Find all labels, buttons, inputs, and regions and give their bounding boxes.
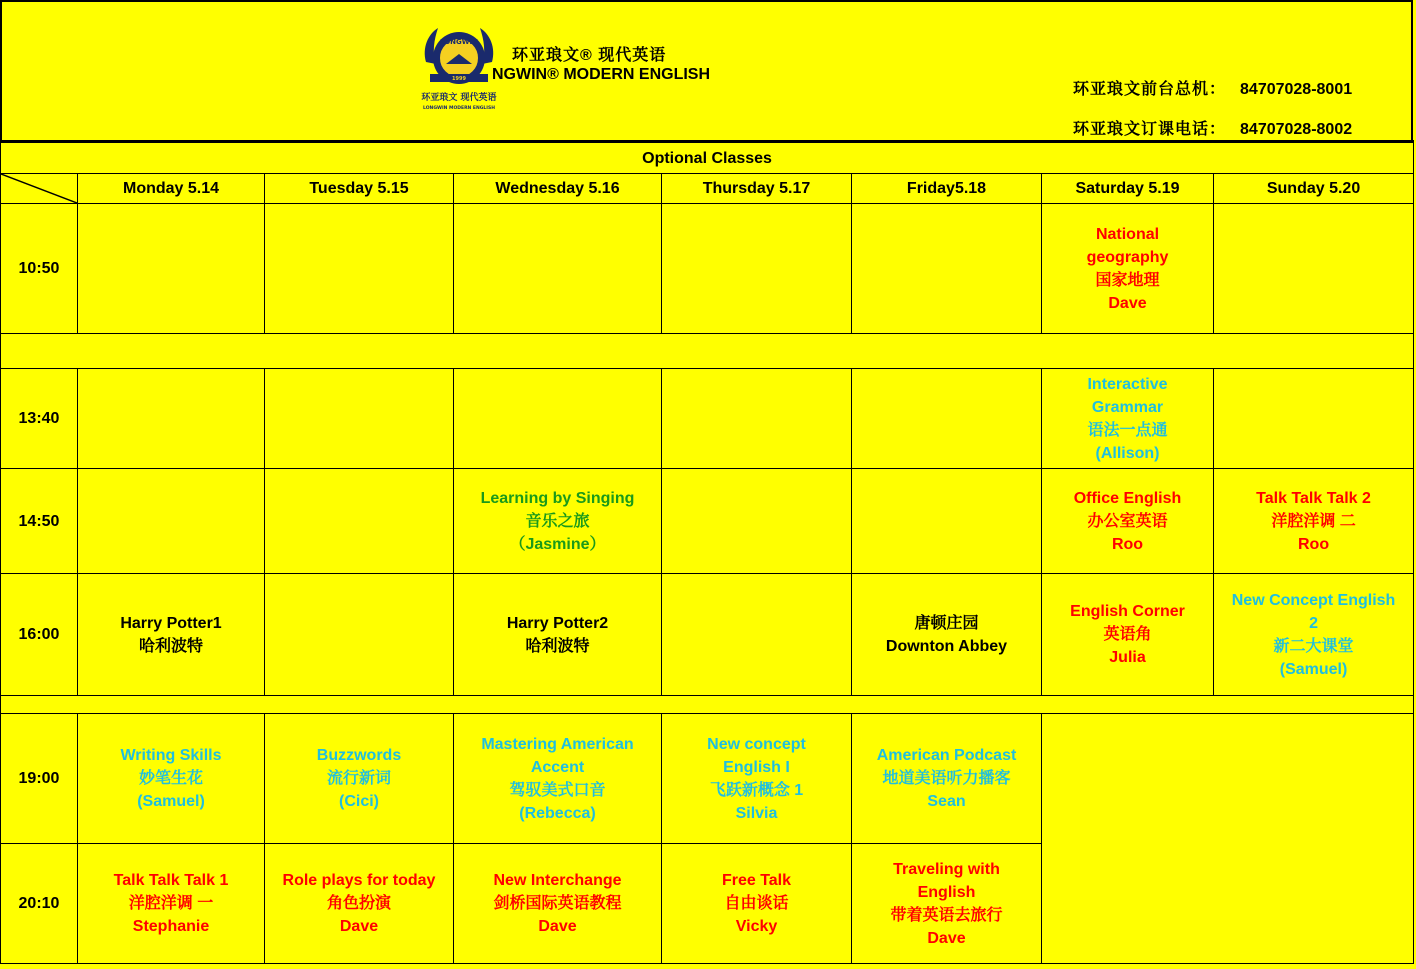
class-cell [662, 574, 852, 696]
class-line: Vicky [735, 918, 778, 935]
class-english-corner [1042, 574, 1214, 696]
class-line: （Jasmine） [509, 535, 606, 553]
class-cell [662, 369, 852, 469]
class-line: 英语角 [1103, 626, 1152, 643]
svg-text:LONGWIN: LONGWIN [440, 38, 478, 46]
header [0, 0, 1413, 140]
day-header-saturday: Saturday 5.19 [1042, 174, 1214, 204]
class-line: Dave [1108, 294, 1147, 312]
class-line: 自由谈话 [724, 895, 789, 912]
class-cell [1214, 369, 1414, 469]
class-cell [852, 369, 1042, 469]
day-header-sunday: Sunday 5.20 [1214, 174, 1414, 204]
class-line: 新二大课堂 [1273, 637, 1354, 655]
class-line: 洋腔洋调 一 [128, 895, 214, 912]
booking-number: 84707028-8002 [1240, 121, 1353, 138]
class-line: Roo [1297, 535, 1330, 553]
class-line: Traveling with [893, 860, 1000, 878]
class-harry-potter-2 [454, 574, 662, 696]
front-desk-phone [1073, 76, 1352, 99]
class-cell [454, 369, 662, 469]
class-office-english [1042, 469, 1214, 574]
time-cell: 16:00 [1, 574, 78, 696]
class-line: Buzzwords [316, 747, 402, 764]
class-cell [265, 369, 454, 469]
class-line: Dave [538, 918, 577, 935]
table-row [1, 369, 1414, 469]
spacer-row [1, 696, 1414, 714]
class-line: (Samuel) [137, 793, 205, 810]
front-desk-number: 84707028-8001 [1240, 81, 1353, 98]
class-line: New concept [707, 735, 806, 753]
svg-text:环亚琅文 现代英语: 环亚琅文 现代英语 [421, 93, 497, 103]
class-free-talk [662, 844, 852, 964]
class-line: Harry Potter1 [120, 614, 222, 632]
class-line: 妙笔生花 [138, 770, 203, 787]
class-line: 角色扮演 [326, 895, 391, 912]
table-row [1, 469, 1414, 574]
svg-text:1999: 1999 [452, 76, 466, 82]
class-line: Role plays for today [282, 872, 436, 889]
class-downton-abbey [852, 574, 1042, 696]
time-cell: 20:10 [1, 844, 78, 964]
booking-label: 环亚琅文订课电话： [1073, 121, 1227, 138]
class-line: Sean [927, 793, 966, 810]
diagonal-line-icon [1, 174, 77, 203]
class-line: National [1095, 225, 1160, 243]
class-cell [852, 469, 1042, 574]
class-line: 2 [1309, 614, 1318, 632]
class-cell [1214, 204, 1414, 334]
class-cell [454, 204, 662, 334]
class-line: Office English [1073, 489, 1182, 507]
day-header-tuesday: Tuesday 5.15 [265, 174, 454, 204]
class-line: Harry Potter2 [506, 614, 609, 632]
class-line: 飞跃新概念 1 [709, 781, 804, 799]
spacer-cell [1, 334, 1414, 369]
class-line: Silvia [735, 804, 778, 822]
class-line: 音乐之旅 [525, 512, 590, 530]
time-cell: 19:00 [1, 714, 78, 844]
class-cell [78, 469, 265, 574]
class-line: 哈利波特 [138, 637, 203, 655]
brand-name-cn: 环亚琅文® 现代英语 [512, 47, 667, 64]
time-cell: 14:50 [1, 469, 78, 574]
class-line: geography [1086, 248, 1169, 266]
class-line: Free Talk [721, 872, 792, 889]
class-cell [78, 369, 265, 469]
class-line: 驾驭美式口音 [509, 781, 606, 799]
class-line: 国家地理 [1095, 271, 1160, 289]
weekend-evening-empty-cell [1042, 714, 1414, 964]
table-row [1, 204, 1414, 334]
svg-text:LONGWIN MODERN ENGLISH: LONGWIN MODERN ENGLISH [423, 106, 495, 111]
table-title: Optional Classes [1, 142, 1414, 174]
class-line: 语法一点通 [1087, 421, 1168, 439]
class-line: Writing Skills [120, 747, 222, 764]
day-header-friday: Friday5.18 [852, 174, 1042, 204]
class-line: Dave [927, 929, 966, 947]
class-line: 哈利波特 [525, 637, 590, 655]
class-line: Dave [339, 918, 379, 935]
class-cell [662, 469, 852, 574]
brand-name-en: NGWIN® MODERN ENGLISH [492, 66, 711, 83]
class-line: (Rebecca) [519, 804, 596, 822]
class-new-concept-english-1 [662, 714, 852, 844]
class-line: Talk Talk Talk 1 [113, 872, 229, 889]
class-line: 办公室英语 [1087, 512, 1168, 530]
class-line: (Samuel) [1279, 660, 1348, 678]
class-cell [852, 204, 1042, 334]
table-row [1, 714, 1414, 844]
class-line: American Podcast [876, 747, 1017, 764]
class-line: Grammar [1091, 398, 1164, 416]
class-line: Accent [530, 758, 585, 776]
class-line: English [917, 883, 976, 901]
class-line: (Cici) [339, 793, 379, 810]
class-new-interchange [454, 844, 662, 964]
class-line: 带着英语去旅行 [890, 906, 1003, 924]
class-line: Mastering American [481, 735, 634, 753]
class-american-podcast [852, 714, 1042, 844]
class-line: New Concept English [1231, 591, 1396, 609]
class-role-plays [265, 844, 454, 964]
class-line: Downton Abbey [885, 637, 1008, 655]
class-talk-talk-talk-2 [1214, 469, 1414, 574]
class-line: English I [723, 758, 790, 776]
class-cell [265, 204, 454, 334]
class-line: 洋腔洋调 二 [1271, 512, 1356, 530]
class-line: Talk Talk Talk 2 [1256, 489, 1371, 507]
class-line: Roo [1111, 535, 1144, 553]
class-line: (Allison) [1095, 444, 1160, 462]
class-cell [265, 469, 454, 574]
class-national-geography [1042, 204, 1214, 334]
class-line: Interactive [1087, 375, 1168, 393]
class-talk-talk-talk-1 [78, 844, 265, 964]
time-cell: 10:50 [1, 204, 78, 334]
class-cell [662, 204, 852, 334]
class-line: 流行新词 [326, 770, 391, 787]
class-mastering-american-accent [454, 714, 662, 844]
class-line: Learning by Singing [480, 489, 635, 507]
class-line: 剑桥国际英语教程 [493, 895, 622, 912]
schedule-table [0, 140, 1414, 964]
class-traveling-with-english [852, 844, 1042, 964]
booking-phone [1073, 116, 1352, 139]
class-line: Julia [1109, 649, 1146, 666]
class-line: Stephanie [132, 918, 210, 935]
day-header-thursday: Thursday 5.17 [662, 174, 852, 204]
table-row [1, 574, 1414, 696]
class-new-concept-english-2 [1214, 574, 1414, 696]
class-line: New Interchange [493, 872, 622, 889]
class-cell [265, 574, 454, 696]
class-line: 地道美语听力播客 [882, 770, 1011, 787]
day-header-wednesday: Wednesday 5.16 [454, 174, 662, 204]
class-line: 唐顿庄园 [914, 614, 979, 632]
class-harry-potter-1 [78, 574, 265, 696]
time-cell: 13:40 [1, 369, 78, 469]
class-writing-skills [78, 714, 265, 844]
front-desk-label: 环亚琅文前台总机： [1073, 81, 1227, 98]
day-header-monday: Monday 5.14 [78, 174, 265, 204]
class-line: English Corner [1070, 603, 1185, 620]
spacer-row [1, 334, 1414, 369]
class-cell [78, 204, 265, 334]
spacer-cell [1, 696, 1414, 714]
corner-cell [1, 174, 78, 204]
class-learning-by-singing [454, 469, 662, 574]
longwin-logo [420, 24, 498, 114]
class-interactive-grammar [1042, 369, 1214, 469]
class-buzzwords [265, 714, 454, 844]
